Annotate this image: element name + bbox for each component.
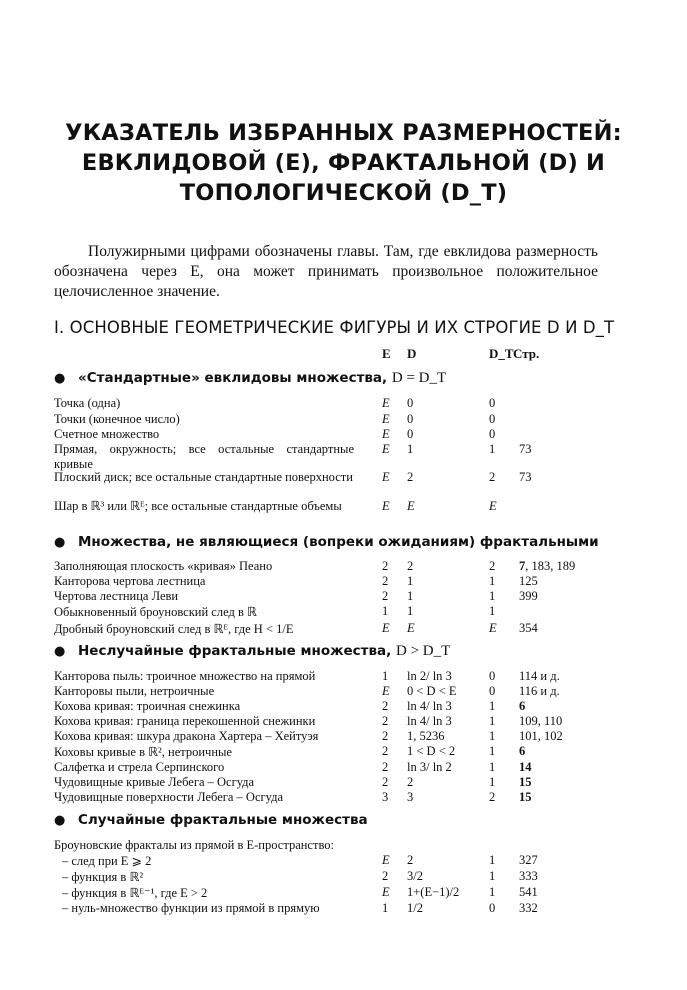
table-row: Канторова чертова лестница 2 1 1 125 [54, 574, 538, 588]
table-row: Счетное множество E 0 0 [54, 427, 496, 441]
table-row: Кохова кривая: троичная снежинка 2 ln 4/ ln 3 1 6 [54, 699, 526, 713]
bullet-icon: ● [54, 813, 66, 828]
table-row: Кохова кривая: шкура дракона Хартера – Хейтуэя 2 1, 5236 1 101, 102 [54, 729, 563, 743]
table-row: Дробный броуновский след в ℝᴱ, где H < 1/E E E E 354 [54, 621, 538, 636]
table-row: – нуль-множество функции из прямой в прямую 1 1/2 0 332 [62, 901, 538, 915]
table-row: Заполняющая плоскость «кривая» Пеано 2 2 2 7, 183, 189 [54, 559, 576, 573]
column-header-page: Стр. [513, 346, 540, 361]
table-row: Броуновские фракталы из прямой в E-пространство: [54, 838, 334, 852]
table-row: Прямая, окружность; все остальные стандартные кривые E 1 1 73 [54, 442, 532, 471]
table-row: Чудовищные поверхности Лебега – Осгуда 3 3 2 15 [54, 790, 532, 804]
bullet-icon: ● [54, 371, 66, 386]
column-header-d: D [407, 346, 417, 361]
table-row: Салфетка и стрела Серпинского 2 ln 3/ ln 2 1 14 [54, 760, 532, 774]
title-line-1: УКАЗАТЕЛЬ ИЗБРАННЫХ РАЗМЕРНОСТЕЙ: [65, 120, 622, 146]
table-row: – функция в ℝᴱ⁻¹, где E > 2 E 1+(E−1)/2 1 541 [62, 885, 538, 900]
table-row: Чертова лестница Леви 2 1 1 399 [54, 589, 538, 603]
table-row: Шар в ℝ³ или ℝᴱ; все остальные стандартные объемы E E E [54, 499, 497, 513]
column-header-dt: D_T [489, 346, 514, 361]
table-row: – след при E ⩾ 2 E 2 1 327 [62, 853, 538, 868]
title-line-2: ЕВКЛИДОВОЙ (E), ФРАКТАЛЬНОЙ (D) И [81, 150, 606, 176]
table-row: Плоский диск; все остальные стандартные поверхности E 2 2 73 [54, 470, 532, 484]
intro-paragraph: Полужирными цифрами обозначены главы. Там, где евклидова размерность обозначена через E, она может принимать произвольное положительное целочисленное значение. [54, 243, 598, 300]
table-row: – функция в ℝ² 2 3/2 1 333 [62, 869, 538, 884]
column-header-e: E [382, 346, 391, 361]
group-heading-nonrandom: ● Неслучайные фрактальные множества, D > D_T [54, 643, 451, 659]
bullet-icon: ● [54, 644, 66, 659]
table-row: Канторовы пыли, нетроичные E 0 < D < E 0 116 и д. [54, 684, 560, 698]
table-row: Коховы кривые в ℝ², нетроичные 2 1 < D < 2 1 6 [54, 744, 526, 759]
section-heading: I. ОСНОВНЫЕ ГЕОМЕТРИЧЕСКИЕ ФИГУРЫ И ИХ СТРОГИЕ D И D_T [54, 318, 615, 337]
table-row: Кохова кривая: граница перекошенной снежинки 2 ln 4/ ln 3 1 109, 110 [54, 714, 563, 728]
table-row: Канторова пыль: троичное множество на прямой 1 ln 2/ ln 3 0 114 и д. [54, 669, 560, 683]
table-row: Обыкновенный броуновский след в ℝ 1 1 1 [54, 604, 496, 619]
group-heading-standard: ● «Стандартные» евклидовы множества, D = D_T [54, 370, 447, 386]
page-title [40, 118, 647, 208]
group-heading-nonfractal: ● Множества, не являющиеся (вопреки ожиданиям) фрактальными [54, 534, 599, 550]
table-row: Чудовищные кривые Лебега – Осгуда 2 2 1 15 [54, 775, 532, 789]
table-row: Точки (конечное число) E 0 0 [54, 412, 496, 426]
bullet-icon: ● [54, 535, 66, 550]
table-row: Точка (одна) E 0 0 [54, 396, 496, 410]
group-heading-random: ● Случайные фрактальные множества [54, 812, 368, 828]
title-line-3: ТОПОЛОГИЧЕСКОЙ (D_T) [179, 180, 508, 206]
